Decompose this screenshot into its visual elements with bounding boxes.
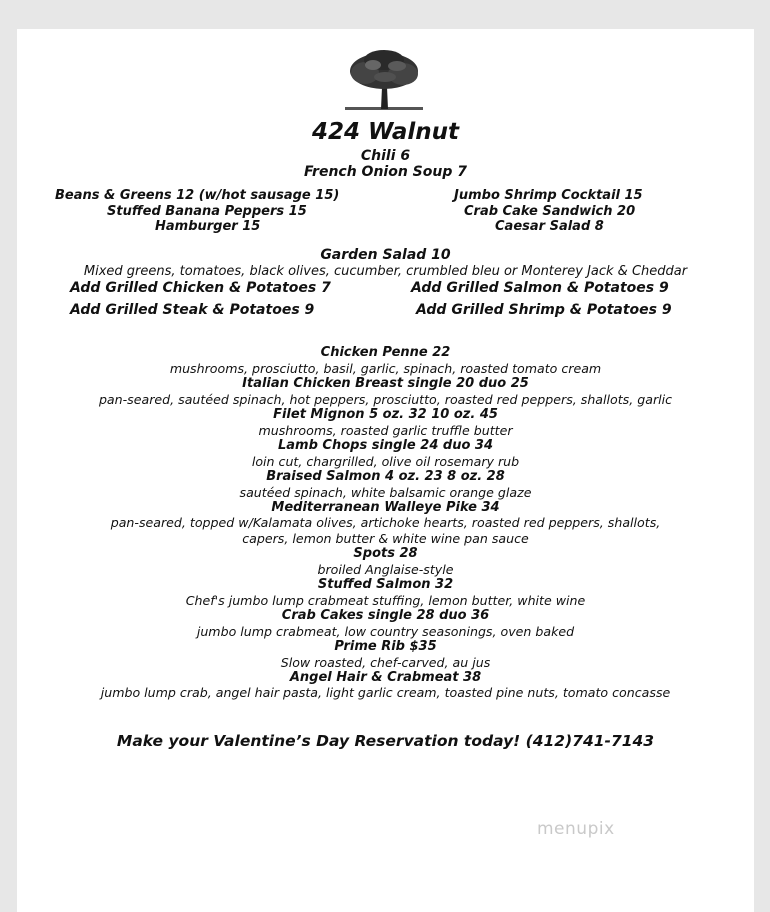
entree-name: Filet Mignon 5 oz. 32 10 oz. 45: [273, 407, 498, 422]
appetizer-hamburger: Hamburger 15: [155, 219, 261, 234]
menu-page: [17, 29, 754, 912]
entree-name: Lamb Chops single 24 duo 34: [277, 438, 493, 453]
salad-description: Mixed greens, tomatoes, black olives, cucumber, crumbled bleu or Monterey Jack & Cheddar: [83, 264, 688, 279]
addon-chicken: Add Grilled Chicken & Potatoes 7: [70, 280, 331, 296]
entree-description: mushrooms, roasted garlic truffle butter: [258, 423, 513, 438]
entree-description: Slow roasted, chef-carved, au jus: [280, 655, 491, 670]
entree-name: Stuffed Salmon 32: [317, 577, 454, 592]
entree-description: mushrooms, prosciutto, basil, garlic, spinach, roasted tomato cream: [169, 361, 602, 376]
entree-name: Braised Salmon 4 oz. 23 8 oz. 28: [266, 469, 505, 484]
soup-chili: Chili 6: [360, 148, 411, 164]
addon-salmon: Add Grilled Salmon & Potatoes 9: [411, 280, 669, 296]
entree-name: Mediterranean Walleye Pike 34: [271, 500, 500, 515]
appetizer-caesar: Caesar Salad 8: [495, 219, 604, 234]
entree-name: Crab Cakes single 28 duo 36: [281, 608, 490, 623]
entree-name: Italian Chicken Breast single 20 duo 25: [242, 376, 529, 391]
entree-name: Spots 28: [353, 546, 418, 561]
soup-french-onion: French Onion Soup 7: [304, 164, 467, 180]
entree-description: sautéed spinach, white balsamic orange glaze: [239, 485, 532, 500]
entree-description: pan-seared, sautéed spinach, hot peppers, prosciutto, roasted red peppers, shallots, garlic: [98, 392, 673, 407]
watermark: menupix: [537, 819, 615, 839]
appetizer-stuffed-peppers: Stuffed Banana Peppers 15: [107, 204, 307, 219]
addon-steak: Add Grilled Steak & Potatoes 9: [70, 302, 315, 318]
entree-description: broiled Anglaise-style: [317, 562, 454, 577]
appetizer-shrimp-cocktail: Jumbo Shrimp Cocktail 15: [454, 188, 643, 203]
entree-description: Chef's jumbo lump crabmeat stuffing, lemon butter, white wine: [185, 593, 586, 608]
appetizer-beans-greens: Beans & Greens 12 (w/hot sausage 15): [55, 188, 340, 203]
entree-name: Angel Hair & Crabmeat 38: [289, 670, 482, 685]
entree-name: Prime Rib $35: [334, 639, 437, 654]
restaurant-name: 424 Walnut: [312, 119, 459, 145]
tree-icon: [345, 47, 423, 113]
appetizer-crab-sandwich: Crab Cake Sandwich 20: [464, 204, 636, 219]
reservation-cta: Make your Valentine’s Day Reservation today! (412)741-7143: [116, 732, 655, 750]
entree-description: jumbo lump crabmeat, low country seasonings, oven baked: [196, 624, 575, 639]
entree-description: jumbo lump crab, angel hair pasta, light garlic cream, toasted pine nuts, tomato concasse: [100, 685, 671, 700]
entree-name: Chicken Penne 22: [320, 345, 451, 360]
addon-shrimp: Add Grilled Shrimp & Potatoes 9: [416, 302, 672, 318]
salad-title: Garden Salad 10: [320, 247, 451, 263]
entree-description: capers, lemon butter & white wine pan sauce: [242, 531, 529, 546]
entree-description: pan-seared, topped w/Kalamata olives, artichoke hearts, roasted red peppers, shallots,: [110, 515, 661, 530]
entree-description: loin cut, chargrilled, olive oil rosemary rub: [251, 454, 520, 469]
